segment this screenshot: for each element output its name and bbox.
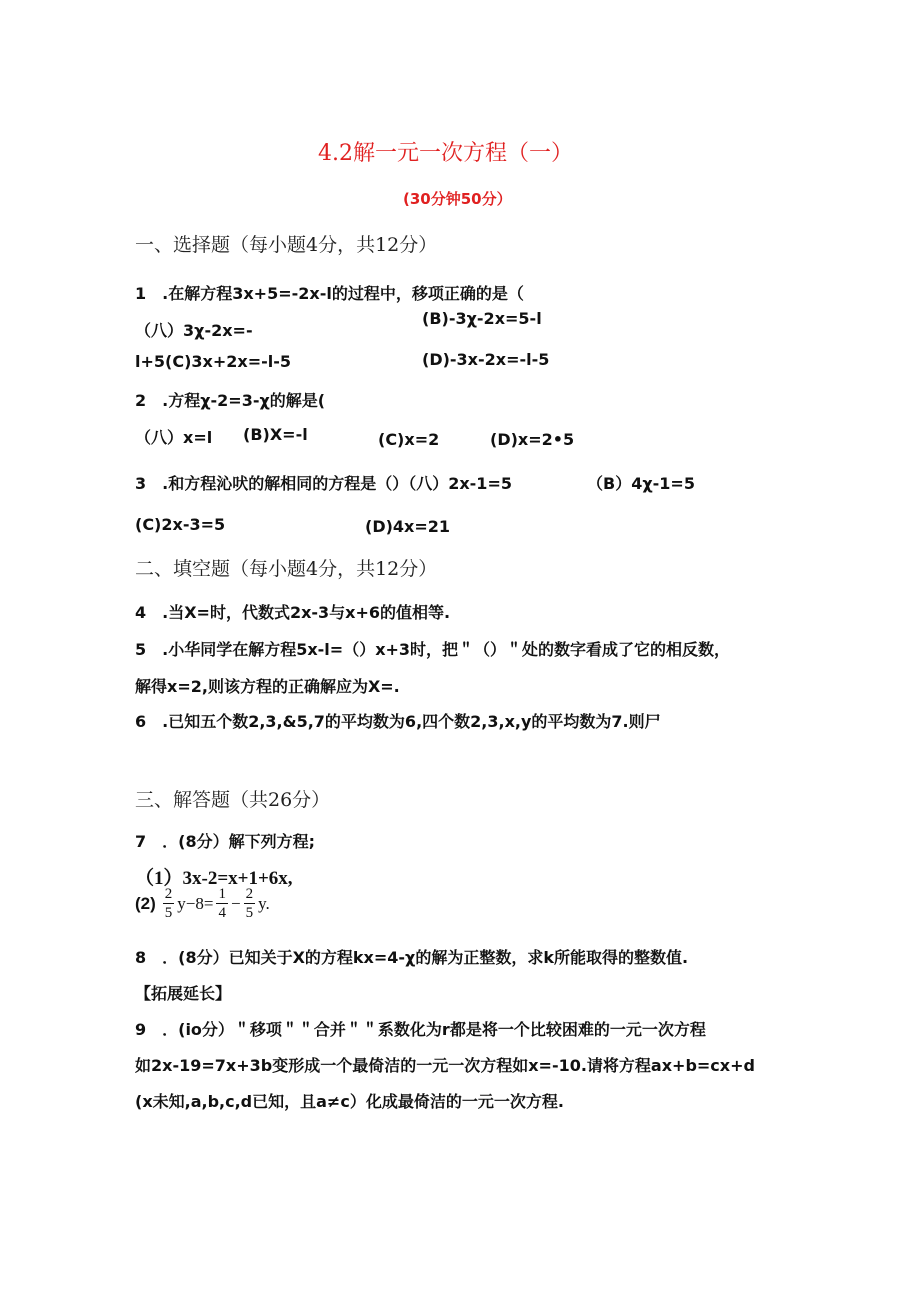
page-title: 4.2解一元一次方程（一） [318,141,573,166]
question-9-line-2: 如2x-19=7x+3b变形成一个最倚洁的一元一次方程如x=-10.请将方程ax+b=cx+d [135,1056,755,1075]
page-subtitle: (30分钟50分） [403,190,512,208]
question-2-option-d: (D)x=2•5 [490,430,575,449]
question-2-stem: 2 .方程χ-2=3-χ的解是( [135,391,326,410]
equation-middle: y−8= [177,894,214,913]
question-3-option-b: （B）4χ-1=5 [587,474,695,493]
section-solve: 三、解答题（共26分） [135,789,331,811]
question-6: 6 .已知五个数2,3,&5,7的平均数为6,四个数2,3,x,y的平均数为7.则尸 [135,712,661,731]
question-9-line-3: (x未知,a,b,c,d已知，且a≠c）化成最倚洁的一元一次方程. [135,1092,564,1111]
question-2-option-a: （八）x=l [135,428,213,447]
extension-heading: 【拓展延长】 [135,984,232,1003]
question-1-stem: 1 .在解方程3x+5=-2x-l的过程中，移项正确的是（ [135,284,524,303]
question-5-line-1: 5 .小华同学在解方程5x-l=（）x+3时，把＂（）＂处的数字看成了它的相反数， [135,640,731,659]
question-1-option-c: l+5(C)3x+2x=-l-5 [135,352,292,371]
question-5-line-2: 解得x=2,则该方程的正确解应为X=. [135,677,400,696]
question-4: 4 .当X=时，代数式2x-3与x+6的值相等. [135,603,451,622]
fraction-1-4 [216,887,228,921]
equation-minus: − [230,894,241,913]
question-1-option-d: (D)-3x-2x=-l-5 [422,350,550,369]
question-1-option-a: （八）3χ-2x=- [135,321,253,340]
question-8: 8 ．(8分）已知关于X的方程kx=4-χ的解为正整数，求k所能取得的整数值. [135,948,689,967]
question-7-stem: 7 ．(8分）解下列方程; [135,832,315,851]
section-fill-in: 二、填空题（每小题4分，共12分） [135,558,438,580]
equation-end: y. [258,894,270,913]
fraction-numerator: 2 [245,886,254,902]
question-7-equation-1: （1）3x-2=x+1+6x, [135,868,293,889]
question-9-line-1: 9 ．(io分）＂移项＂＂合并＂＂系数化为r都是将一个比较困难的一元一次方程 [135,1020,706,1039]
fraction-denominator: 4 [218,905,226,921]
fraction-2-5 [163,887,175,921]
question-3-option-c: (C)2x-3=5 [135,515,226,534]
fraction-numerator: 2 [164,886,173,902]
question-3-option-d: (D)4x=21 [365,517,451,536]
equation-2-label: (2) [135,894,156,913]
question-2-option-b: (B)X=-l [243,425,308,444]
question-3-stem: 3 .和方程沁吠的解相同的方程是（）（八）2x-1=5 [135,474,512,493]
question-2-option-c: (C)x=2 [378,430,440,449]
question-7-equation-2 [135,887,270,921]
fraction-2-5 [244,887,256,921]
section-multiple-choice: 一、选择题（每小题4分，共12分） [135,234,438,256]
fraction-denominator: 5 [245,905,254,921]
question-1-option-b: (B)-3χ-2x=5-l [422,309,542,328]
fraction-denominator: 5 [164,905,173,921]
fraction-numerator: 1 [218,886,226,902]
